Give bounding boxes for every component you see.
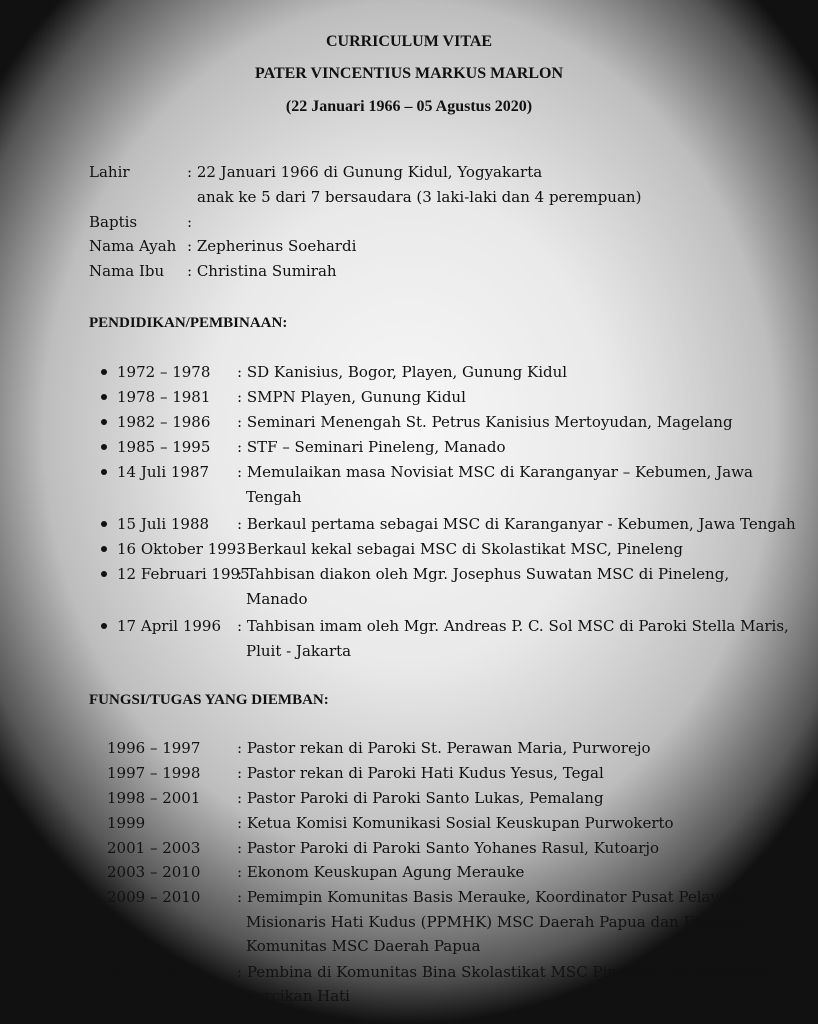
bullet-icon [101, 394, 107, 400]
education-text-cont: Pluit - Jakarta [246, 642, 352, 660]
education-text: : Memulaikan masa Novisiat MSC di Karanganyar – Kebumen, Jawa [237, 463, 753, 481]
education-text: : Tahbisan imam oleh Mgr. Andreas P. C. Sol MSC di Paroki Stella Maris, [237, 617, 789, 635]
duty-text: : Ketua Komisi Komunikasi Sosial Keuskupan Purwokerto [237, 814, 674, 832]
personal-label: Nama Ayah [89, 237, 177, 255]
education-date: 14 Juli 1987 [117, 463, 210, 481]
education-date: 1982 – 1986 [117, 413, 211, 431]
education-date: 1978 – 1981 [117, 388, 211, 406]
education-text: : Tahbisan diakon oleh Mgr. Josephus Suwatan MSC di Pineleng, [237, 565, 730, 583]
education-text: : Berkaul pertama sebagai MSC di Karanganyar - Kebumen, Jawa Tengah [237, 515, 796, 533]
education-text: : STF – Seminari Pineleng, Manado [237, 438, 506, 456]
bullet-icon [101, 444, 107, 450]
personal-label: Baptis [89, 213, 138, 231]
bullet-icon [101, 419, 107, 425]
education-text: : Seminari Menengah St. Petrus Kanisius Mertoyudan, Magelang [237, 413, 733, 431]
person-name: PATER VINCENTIUS MARKUS MARLON [254, 65, 564, 82]
education-heading: PENDIDIKAN/PEMBINAAN: [89, 315, 288, 331]
duty-text-cont: Percikan Hati [246, 987, 350, 1005]
education-date: 17 April 1996 [117, 617, 221, 635]
duty-date: 1999 [107, 814, 146, 832]
personal-value-cont: anak ke 5 dari 7 bersaudara (3 laki-laki dan 4 perempuan) [197, 188, 642, 206]
duty-date: 1998 – 2001 [107, 789, 201, 807]
personal-value: : [187, 213, 193, 231]
duty-text-cont: Komunitas MSC Daerah Papua [246, 937, 481, 955]
duty-date: 1996 – 1997 [107, 739, 201, 757]
duty-text: : Pastor rekan di Paroki Hati Kudus Yesus, Tegal [237, 764, 604, 782]
education-text-cont: Tengah [246, 488, 302, 506]
duty-text: : Pastor Paroki di Paroki Santo Yohanes Rasul, Kutoarjo [237, 839, 660, 857]
education-text: : Berkaul kekal sebagai MSC di Skolastikat MSC, Pineleng [237, 540, 683, 558]
bullet-icon [101, 571, 107, 577]
education-text: : SMPN Playen, Gunung Kidul [237, 388, 466, 406]
duty-text: : Ekonom Keuskupan Agung Merauke [237, 863, 525, 881]
duty-date: 2001 – 2003 [107, 839, 201, 857]
bullet-icon [101, 521, 107, 527]
duty-date: 2011 – 2012 [107, 963, 201, 981]
duty-text-cont: Misionaris Hati Kudus (PPMHK) MSC Daerah Papua dan Ekonom [246, 913, 746, 931]
education-date: 1985 – 1995 [117, 438, 211, 456]
personal-value: : 22 Januari 1966 di Gunung Kidul, Yogyakarta [187, 163, 543, 181]
education-date: 16 Oktober 1993 [117, 540, 246, 558]
bullet-icon [101, 623, 107, 629]
education-date: 1972 – 1978 [117, 363, 211, 381]
duty-text: : Pembina di Komunitas Bina Skolastikat MSC Pineleng dan Redaktur [237, 963, 768, 981]
personal-label: Lahir [89, 163, 130, 181]
duty-date: 2009 – 2010 [107, 888, 201, 906]
bullet-icon [101, 469, 107, 475]
education-text-cont: Manado [246, 590, 308, 608]
duty-text: : Pemimpin Komunitas Basis Merauke, Koordinator Pusat Pelayanan [237, 888, 757, 906]
education-date: 12 Februari 1995 [117, 565, 250, 583]
duties-heading: FUNGSI/TUGAS YANG DIEMBAN: [89, 692, 329, 708]
life-dates: (22 Januari 1966 – 05 Agustus 2020) [285, 98, 533, 115]
personal-value: : Christina Sumirah [187, 262, 337, 280]
duty-text: : Pastor rekan di Paroki St. Perawan Maria, Purworejo [237, 739, 651, 757]
duty-date: 2003 – 2010 [107, 863, 201, 881]
bullet-icon [101, 369, 107, 375]
document-title: CURRICULUM VITAE [325, 33, 493, 50]
education-date: 15 Juli 1988 [117, 515, 210, 533]
education-text: : SD Kanisius, Bogor, Playen, Gunung Kidul [237, 363, 568, 381]
bullet-icon [101, 546, 107, 552]
duty-date: 1997 – 1998 [107, 764, 201, 782]
duty-text: : Pastor Paroki di Paroki Santo Lukas, Pemalang [237, 789, 604, 807]
personal-label: Nama Ibu [89, 262, 165, 280]
personal-value: : Zepherinus Soehardi [187, 237, 357, 255]
